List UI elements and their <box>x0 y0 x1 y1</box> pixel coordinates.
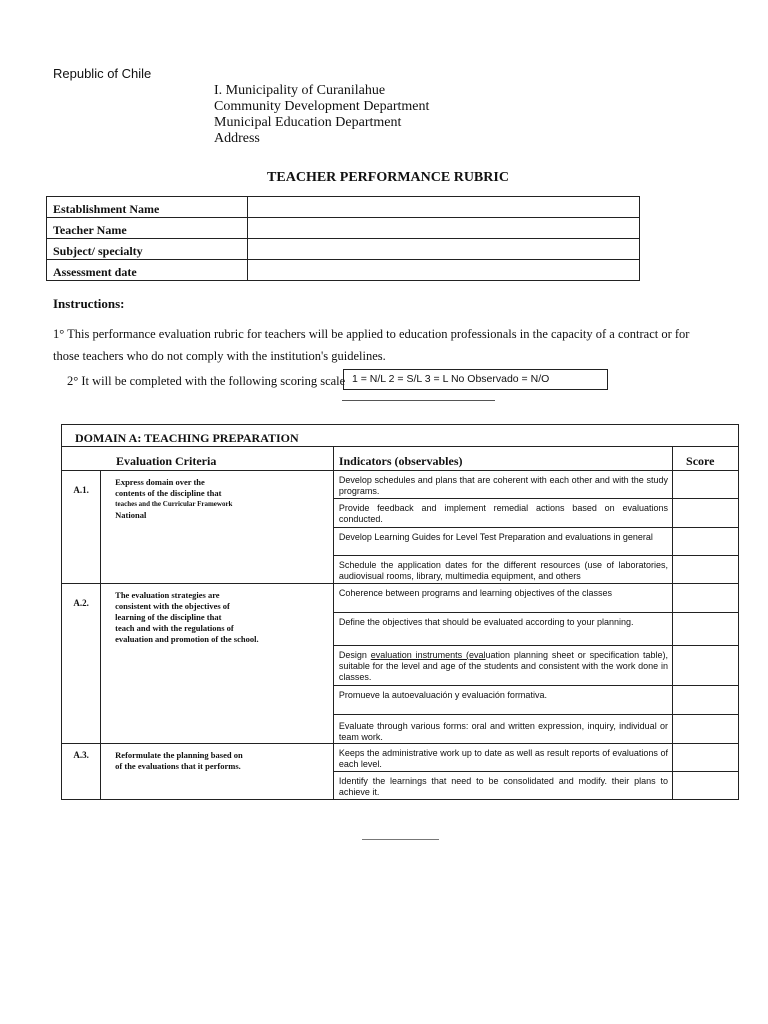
indicator-a1-4: Schedule the application dates for the different resources (use of laboratories, audiovisual rooms, library, multimedia equipment, and others <box>333 556 672 584</box>
score-cell[interactable] <box>673 646 739 686</box>
score-cell[interactable] <box>673 584 739 613</box>
org-line-education-dept: Municipal Education Department <box>214 115 402 130</box>
org-line-municipality: I. Municipality of Curanilahue <box>214 83 386 98</box>
score-cell[interactable] <box>673 715 739 744</box>
score-cell[interactable] <box>673 499 739 528</box>
indicator-a3-2: Identify the learnings that need to be consolidated and modify. their plans to achieve it. <box>333 772 672 800</box>
indicator-a1-3: Develop Learning Guides for Level Test Preparation and evaluations in general <box>333 528 672 556</box>
domain-title: DOMAIN A: TEACHING PREPARATION <box>62 425 739 447</box>
organization-block <box>214 83 429 147</box>
indicator-a2-2: Define the objectives that should be evaluated according to your planning. <box>333 613 672 646</box>
info-table <box>46 196 640 281</box>
indicator-a2-3-post: uation planning sheet or specification table), suitable for the level and age of the students and consistent with the work done in classes. <box>338 650 669 682</box>
info-row <box>47 218 640 239</box>
teacher-name-field[interactable] <box>248 218 640 239</box>
criterion-a3-line: Reformulate the planning based on <box>115 750 243 760</box>
indicator-a1-1: Develop schedules and plans that are coherent with each other and with the study programs. <box>333 471 672 499</box>
indicator-a3-1: Keeps the administrative work up to date as well as result reports of evaluations of each level. <box>333 744 672 772</box>
criterion-a2 <box>101 584 334 744</box>
score-cell[interactable] <box>673 772 739 800</box>
indicator-a2-3-pre: Design <box>338 650 371 660</box>
indicator-a2-4: Promueve la autoevaluación y evaluación formativa. <box>333 686 672 715</box>
criterion-a1-line: teaches and the Curricular Framework <box>115 500 233 508</box>
instructions-heading: Instructions: <box>53 296 125 311</box>
info-row <box>47 197 640 218</box>
score-cell[interactable] <box>673 613 739 646</box>
indicator-a1-2: Provide feedback and implement remedial actions based on evaluations conducted. <box>333 499 672 528</box>
col-criteria-header: Evaluation Criteria <box>62 447 334 471</box>
criterion-a2-line: evaluation and promotion of the school. <box>115 634 259 644</box>
rubric-table <box>61 424 739 800</box>
info-row <box>47 239 640 260</box>
col-indicators-header: Indicators (observables) <box>333 447 672 471</box>
country-label: Republic of Chile <box>53 66 152 81</box>
indicator-a2-1: Coherence between programs and learning objectives of the classes <box>333 584 672 613</box>
instruction-paragraph-1: 1° This performance evaluation rubric for teachers will be applied to education professionals in the capacity of a contract or for those teachers who do not comply with the institution's guidelines. <box>53 327 690 363</box>
scoring-scale-box: 1 = N/L 2 = S/L 3 = L No Observado = N/O <box>343 369 608 390</box>
col-score-header: Score <box>673 447 739 471</box>
org-line-address: Address <box>214 131 260 146</box>
divider-line <box>342 400 495 401</box>
criterion-code-a1: A.1. <box>62 471 101 584</box>
criterion-a3 <box>101 744 334 800</box>
table-row <box>62 744 739 772</box>
info-row <box>47 260 640 281</box>
criterion-a2-line: The evaluation strategies are <box>115 590 220 600</box>
establishment-name-label: Establishment Name <box>47 197 248 218</box>
criterion-a2-line: teach and with the regulations of <box>115 623 234 633</box>
instruction-paragraph-2: 2° It will be completed with the following scoring scale <box>67 374 346 388</box>
criterion-a2-line: learning of the discipline that <box>115 612 222 622</box>
header-row <box>62 447 739 471</box>
criterion-a2-line: consistent with the objectives of <box>115 601 230 611</box>
divider-line <box>362 839 439 840</box>
score-cell[interactable] <box>673 556 739 584</box>
indicator-a2-3 <box>333 646 672 686</box>
criterion-a1 <box>101 471 334 584</box>
assessment-date-label: Assessment date <box>47 260 248 281</box>
indicator-a2-5: Evaluate through various forms: oral and written expression, inquiry, individual or team work. <box>333 715 672 744</box>
score-cell[interactable] <box>673 744 739 772</box>
criterion-code-a2: A.2. <box>62 584 101 744</box>
criterion-code-a3: A.3. <box>62 744 101 800</box>
score-cell[interactable] <box>673 686 739 715</box>
table-row <box>62 584 739 613</box>
score-cell[interactable] <box>673 471 739 499</box>
table-row <box>62 471 739 499</box>
establishment-name-field[interactable] <box>248 197 640 218</box>
criterion-a1-line: National <box>115 510 147 520</box>
criterion-a1-line: contents of the discipline that <box>115 488 222 498</box>
subject-field[interactable] <box>248 239 640 260</box>
indicator-a2-3-underlined: evaluation instruments (eval <box>370 650 486 660</box>
assessment-date-field[interactable] <box>248 260 640 281</box>
criterion-a3-line: of the evaluations that it performs. <box>115 761 241 771</box>
teacher-name-label: Teacher Name <box>47 218 248 239</box>
subject-label: Subject/ specialty <box>47 239 248 260</box>
score-cell[interactable] <box>673 528 739 556</box>
criterion-a1-line: Express domain over the <box>115 477 205 487</box>
domain-row <box>62 425 739 447</box>
document-title: TEACHER PERFORMANCE RUBRIC <box>267 170 509 185</box>
org-line-community-dept: Community Development Department <box>214 99 430 114</box>
